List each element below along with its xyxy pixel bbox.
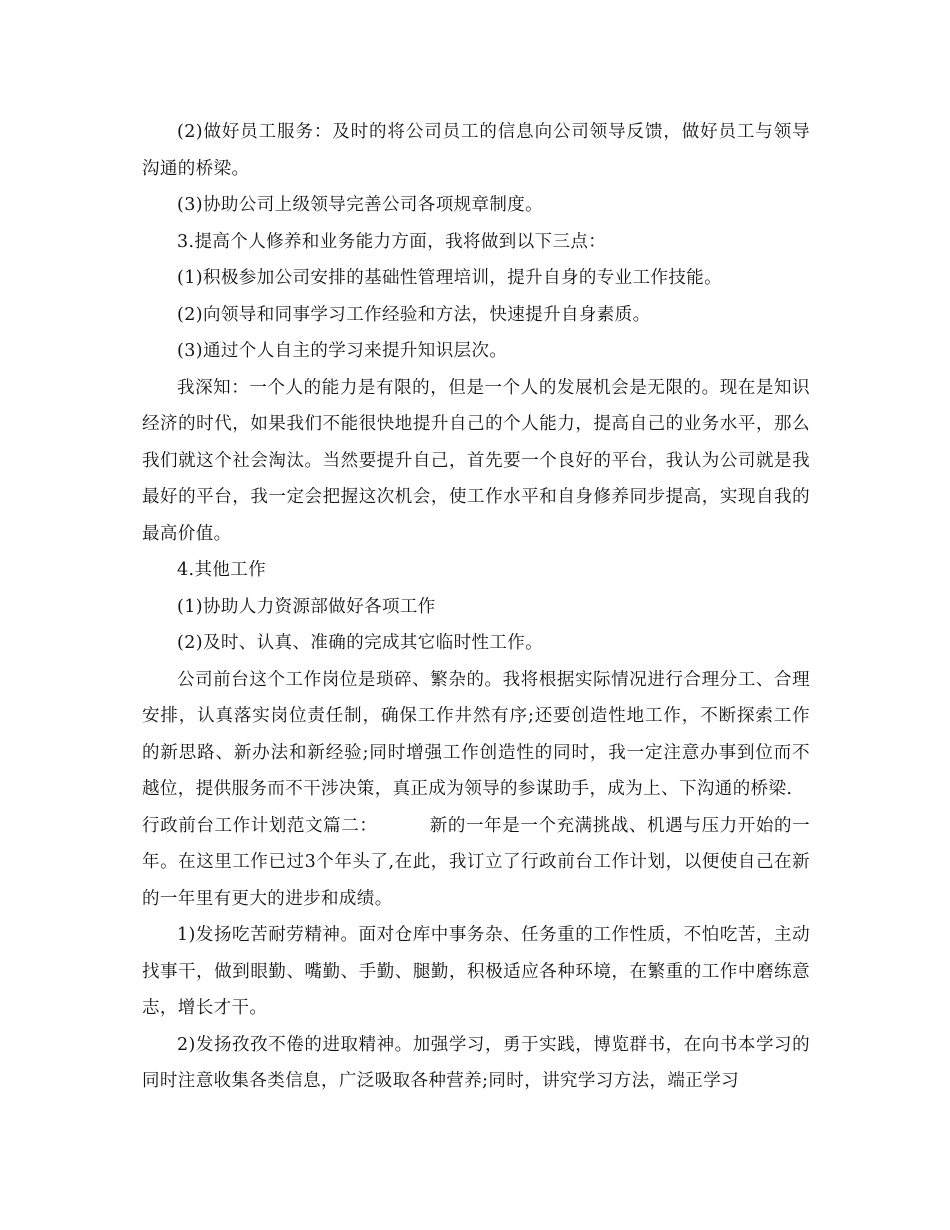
paragraph: 我深知：一个人的能力是有限的，但是一个人的发展机会是无限的。现在是知识经济的时代，如果我们不能很快地提升自己的个人能力，提高自己的业务水平，那么我们就这个社会淘汰。当然要提升自己，首先要一个良好的平台，我认为公司就是我最好的平台，我一定会把握这次机会，使工作水平和自身修养同步提高，实现自我的最高价值。 — [142, 377, 810, 544]
section-2-title: 行政前台工作计划范文篇二： — [142, 815, 378, 836]
paragraph: (1)积极参加公司安排的基础性管理培训，提升自身的专业工作技能。 — [177, 268, 723, 288]
paragraph: 公司前台这个工作岗位是琐碎、繁杂的。我将根据实际情况进行合理分工、合理安排，认真落实岗位责任制，确保工作井然有序;还要创造性地工作，不断探索工作的新思路、新办法和新经验;同时增强工作创造性的同时，我一定注意办事到位而不越位，提供服务而不干涉决策，真正成为领导的参谋助手，成为上、下沟通的桥梁. — [142, 669, 810, 799]
section-2-paragraph — [142, 808, 810, 918]
paragraph: (1)协助人力资源部做好各项工作 — [177, 596, 436, 617]
paragraph: (3)通过个人自主的学习来提升知识层次。 — [177, 341, 508, 361]
paragraph: (2)向领导和同事学习工作经验和方法，快速提升自身素质。 — [177, 304, 651, 325]
paragraph: 2)发扬孜孜不倦的进取精神。加强学习，勇于实践，博览群书，在向书本学习的同时注意收集各类信息，广泛吸取各种营养;同时，讲究学习方法，端正学习 — [142, 1034, 810, 1091]
paragraph: 1)发扬吃苦耐劳精神。面对仓库中事务杂、任务重的工作性质，不怕吃苦，主动找事干，做到眼勤、嘴勤、手勤、腿勤，积极适应各种环境，在繁重的工作中磨练意志，增长才干。 — [142, 925, 810, 1018]
section-2-intro: 新的一年是一个充满挑战、机遇与压力开始的一年。在这里工作已过3个年头了,在此，我订立了行政前台工作计划，以便使自己在新的一年里有更大的进步和成绩。 — [142, 815, 810, 909]
paragraph: (2)做好员工服务：及时的将公司员工的信息向公司领导反馈，做好员工与领导沟通的桥梁。 — [142, 122, 810, 179]
paragraph: (3)协助公司上级领导完善公司各项规章制度。 — [177, 195, 544, 215]
list-heading: 3.提高个人修养和业务能力方面，我将做到以下三点： — [177, 231, 607, 252]
paragraph: (2)及时、认真、准确的完成其它临时性工作。 — [177, 633, 544, 653]
document-body — [142, 114, 810, 1100]
list-heading: 4.其他工作 — [177, 560, 267, 580]
